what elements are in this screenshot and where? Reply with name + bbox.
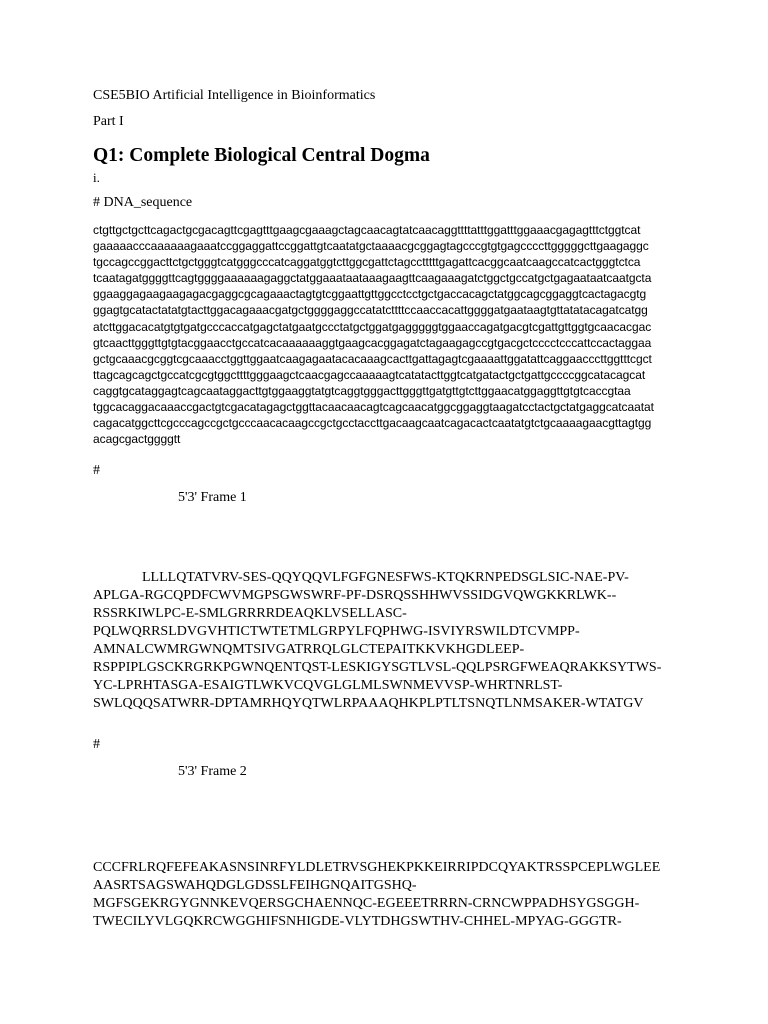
frame-2-label: 5'3' Frame 2 [178, 764, 247, 779]
comment-marker: # [93, 463, 100, 478]
part-label: Part I [93, 114, 124, 129]
question-heading: Q1: Complete Biological Central Dogma [93, 145, 430, 166]
frame-2-protein-text: CCCFRLRQFEFEAKASNSINRFYLDLETRVSGHEKPKKEIRRIPDCQYAKTRSSPCEPLWGLEE AASRTSAGSWAHQDGLGDSSLFEIHGNQAITGSHQ- MGFSGEKRGYGNNKEVQERSGCHAENNQC-EGEEETRRRN-CRNCWPPADHSYGSGGH- TWECILYVLGQKRCWGGHIFSNHIGDE-VLYTDHGSWTHV-CHHEL-MPYAG-GGGTR- [93, 860, 661, 929]
comment-marker-2: # [93, 737, 100, 752]
dna-sequence-text: ctgttgctgcttcagactgcgacagttcgagtttgaagcgaaagctagcaacagtatcaacaggttttatttggatttggaaacgagagtttctggtcat gaaaaacccaaaaaagaaatccggaggattccggattgtcaatatgctaaaacgcggagtagcccgtgtgagccccttgggggcttgaagaggc tgccagccggacttctgctgggtcatgggcccatcaggatggtcttggcgattctagcctttttgagattcacggcaatcaagccatcactgggtctca tcaatagatggggttcagtggggaaaaaagaggctatggaaataataaagaagttcaagaaagatctggctgccatgctgagaataatcaatgcta ggaaggagaagaagagacgaggcgcagaaactagtgtcggaattgttggcctcctgctgaccacagctatggcagcggaggtcactagacgtg ggagtgcatactatatgtacttggacagaaacgatgctggggaggccatatcttttccaaccacattggggatgaataagtgttatatacagatcatgg atcttggacacatgtgtgatgcccaccatgagctatgaatgccctatgctggatgagggggtggaaccagatgacgtcgattgttggtgcaacacgac gtcaacttgggttgtgtacggaacctgccatcacaaaaaaggtgaagcacggagatctagaagagccgtgacgctcccctcccattccactaggaa gctgcaaacgcggtcgcaaacctggttggaatcaagagaatacacaaagcacttgattagagtcgaaaattggatattcaggaacccttggtttcgct ttagcagcagctgccatcgcgtggcttttgggaagctcaacgagccaaaaagtcatatacttggtcatgatactgctgattgccccggcatacagcat caggtgcataggagtcagcaataggacttgtggaaggtatgtcaggtgggacttgggttgatgttgtcttggaacatggaggttgtgtcaccgtaa tggcacaggacaaaccgactgtcgacatagagctggttacaacaacagtcagcaacatggcggaggtaagatcctactgctatgaggcatcaatat cagacatggcttcgcccagccgctgcccaacacaagccgctgcctaccttgacaagcaatcagacactcaatatgtctgcaaaagaacgttagtgg acagcgactggggtt [93, 223, 654, 447]
item-numeral: i. [93, 170, 100, 185]
frame-1-label: 5'3' Frame 1 [178, 490, 247, 505]
frame-1-protein-text: LLLLQTATVRV-SES-QQYQQVLFGFGNESFWS-KTQKRNPEDSGLSIC-NAE-PV- APLGA-RGCQPDFCWVMGPSGWSWRF-PF-DSRQSSHHWVSSIDGVQWGKKRLWK-- RSSRKIWLPC-E-SMLGRRRRDEAQKLVSELLASC- PQLWQRRSLDVGVHTICTWTETMLGRPYLFQPHWG-ISVIYRSWILDTCVMPP- AMNALCWMRGWNQMTSIVGATRRQLGLCTEPAITKKVKHGDLEEP- RSPPIPLGSCKRGRKPGWNQENTQST-LESKIGYSGTLVSL-QQLPSRGFWEAQRAKKSYTWS- YC-LPRHTASGA-ESAIGTLWKVCQVGLGLMLSWNMEVVSP-WHRTNRLST- SWLQQQSATWRR-DPTAMRHQYQTWLRPAAAQHKPLPTLTSNQTLNMSAKER-WTATGV [93, 570, 662, 711]
dna-sequence-label: # DNA_sequence [93, 195, 193, 210]
course-title: CSE5BIO Artificial Intelligence in Bioinformatics [93, 88, 376, 103]
